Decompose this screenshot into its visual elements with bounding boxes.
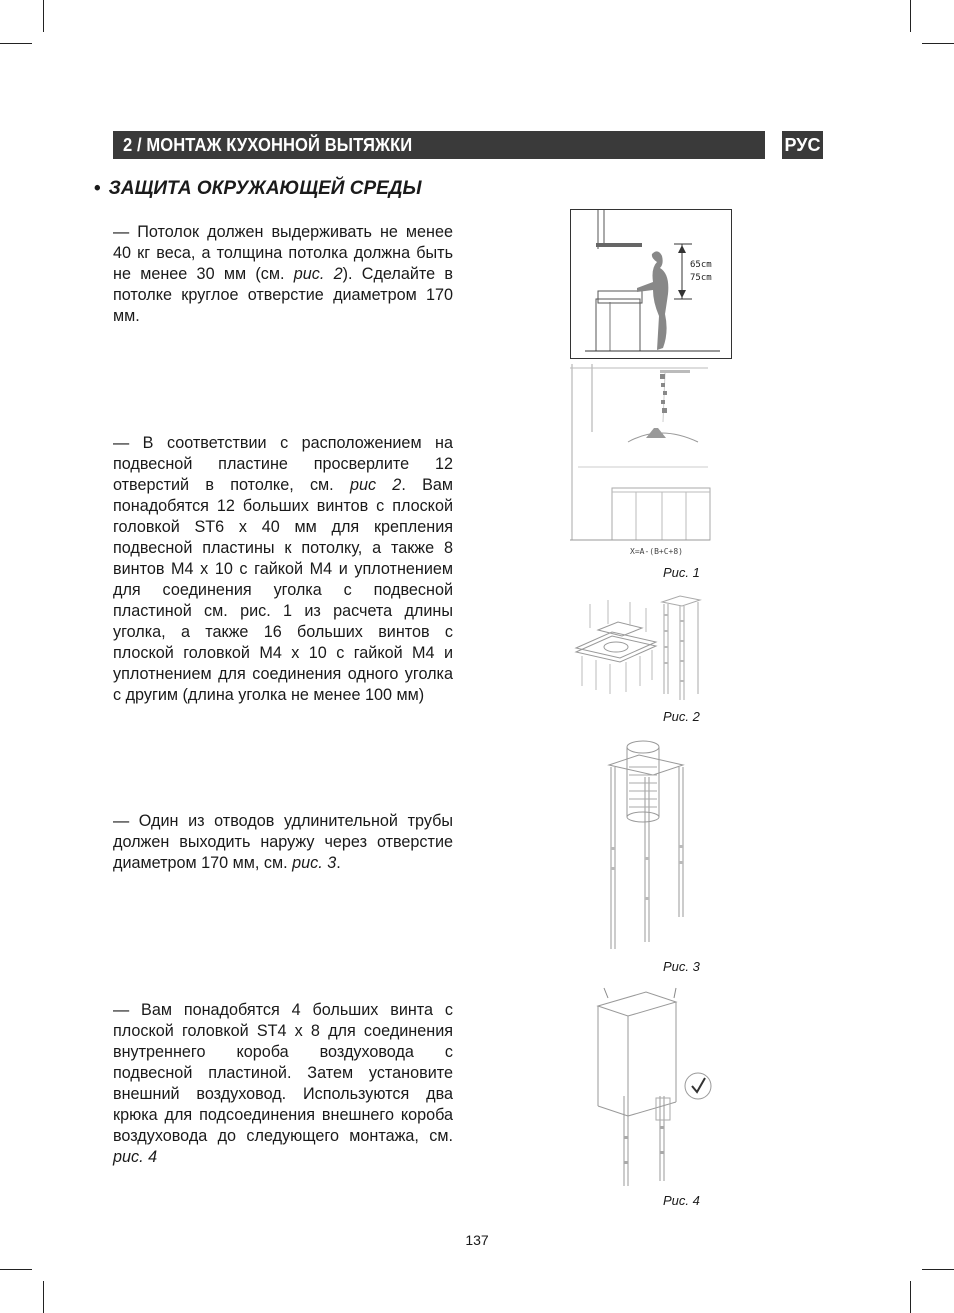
figure-4-duct-cover — [594, 986, 718, 1191]
figure-1-hood-installation — [568, 362, 713, 562]
paragraph-text: — В соответствии с расположением на подвесной пластине просверлите 12 отверстий в потолке, см. — [113, 434, 453, 494]
figure-2-mounting-plate — [570, 590, 720, 705]
figure-3-extension-pipe — [605, 737, 691, 957]
paragraph-text: — Один из отводов удлинительной трубы должен выходить наружу через отверстие диаметром 170 мм, см. — [113, 812, 453, 872]
section-title — [94, 178, 422, 200]
paragraph-duct-assembly — [113, 1000, 453, 1168]
paragraph-ceiling — [113, 222, 453, 327]
crop-mark — [910, 1281, 911, 1313]
language-badge: РУС — [782, 131, 823, 159]
crop-mark — [43, 0, 44, 32]
dimension-label-bottom: 75cm — [690, 273, 712, 283]
paragraph-text: — Вам понадобятся 4 больших винта с плоской головкой ST4 x 8 для соединения внутреннего короба воздуховода с подвесной пластиной. Затем установите внешний воздуховод. Используются два крюка для подсоединения внешнего короба воздуховода до следующего монтажа, см. — [113, 1001, 453, 1145]
bullet: • — [94, 178, 101, 199]
crop-mark — [922, 43, 954, 44]
figure-reference: рис. 4 — [113, 1148, 158, 1166]
figure-reference: рис. 2 — [293, 265, 343, 283]
crop-mark — [0, 1269, 32, 1270]
paragraph-text: ). Сделайте в потолке круглое отверстие диаметром 170 мм. — [113, 265, 453, 325]
paragraph-drilling — [113, 433, 453, 706]
crop-mark — [910, 0, 911, 32]
dimension-label-top: 65cm — [690, 260, 712, 270]
paragraph-text: . — [336, 854, 341, 872]
figure-4-caption: Рис. 4 — [663, 1193, 700, 1208]
paragraph-extension-pipe — [113, 811, 453, 874]
section-title-text: ЗАЩИТА ОКРУЖАЮЩЕЙ СРЕДЫ — [108, 178, 422, 199]
figure-1-caption: Рис. 1 — [663, 565, 700, 580]
figure-reference: рис 2 — [349, 476, 402, 494]
figure-2-caption: Рис. 2 — [663, 709, 700, 724]
crop-mark — [922, 1269, 954, 1270]
crop-mark — [0, 43, 32, 44]
section-header-title: 2 / МОНТАЖ КУХОННОЙ ВЫТЯЖКИ — [123, 135, 413, 155]
page-number: 137 — [465, 1232, 489, 1248]
crop-mark — [43, 1281, 44, 1313]
figure-person-height — [570, 209, 732, 359]
paragraph-text: — Потолок должен выдерживать не менее 40 кг веса, а толщина потолка должна быть не менее 30 мм (см. — [113, 223, 453, 283]
section-header-bar — [113, 131, 765, 159]
figure-3-caption: Рис. 3 — [663, 959, 700, 974]
paragraph-text: . Вам понадобятся 12 больших винтов с плоской головкой ST6 x 40 мм для крепления подвесной пластины к потолку, а также 8 винтов M4 x 10 с гайкой M4 и уплотнением для соединения уголка с подвесной пластиной см. рис. 1 из расчета длины уголка, а также 16 больших винтов с плоской головкой M4 x 10 с гайкой M4 и уплотнением для соединения одного уголка с другим (длина уголка не менее 100 мм) — [113, 476, 453, 704]
figure-reference: рис. 3 — [292, 854, 337, 872]
formula-label: X=A-(B+C+8) — [630, 547, 683, 556]
